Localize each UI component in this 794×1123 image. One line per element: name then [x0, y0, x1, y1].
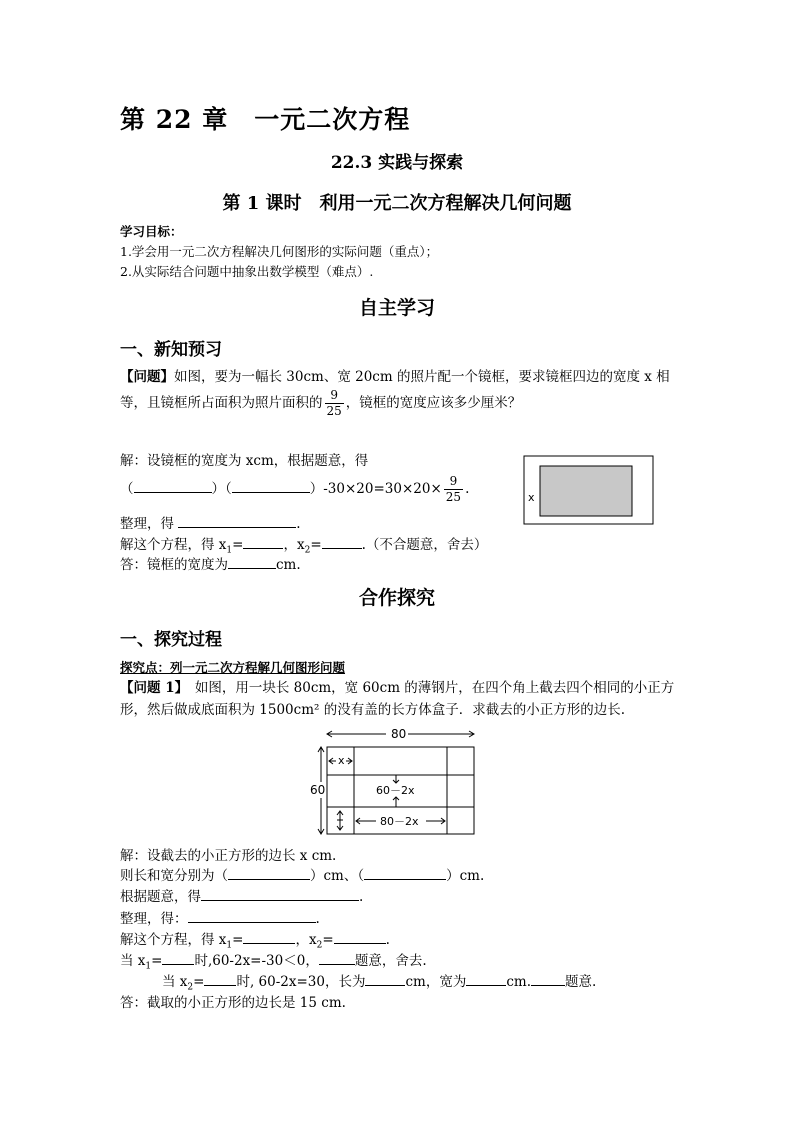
- problem-line-2: 等，且镜框所占面积为照片面积的 $\frac{9}{25}$ ，镜框的宽度应该多少厘米？: [120, 388, 522, 418]
- problem-line-1: 【问题】如图，要为一幅长 30cm、宽 20cm 的照片配一个镜框，要求镜框四边的宽度 x 相: [120, 369, 670, 385]
- blank[interactable]: [204, 973, 236, 986]
- steel-sheet-figure: [300, 725, 490, 840]
- blank[interactable]: [243, 931, 295, 944]
- blank[interactable]: [466, 973, 506, 986]
- fraction-9-25: $\frac{9}{25}$: [445, 474, 462, 504]
- blank[interactable]: [243, 536, 283, 549]
- blank[interactable]: [134, 480, 212, 493]
- solution-line-1: 解：设镜框的宽度为 xcm，根据题意，得: [120, 453, 369, 469]
- solution1-line-3: 根据题意，得 .: [120, 889, 364, 905]
- blank[interactable]: [232, 480, 310, 493]
- blank[interactable]: [228, 867, 310, 880]
- blank[interactable]: [228, 556, 276, 569]
- solution-line-3: 整理，得 .: [120, 516, 301, 532]
- solution1-line-2: 则长和宽分别为（ ）cm、（ ）cm.: [120, 868, 485, 884]
- blank[interactable]: [319, 952, 355, 965]
- solution-line-4: 解这个方程，得 $x_1=$ ，$x_2=$ .（不合题意，舍去）: [120, 537, 488, 556]
- blank[interactable]: [162, 952, 194, 965]
- solution1-line-5: 解这个方程，得 $x_1=$ ，$x_2=$ .: [120, 932, 390, 951]
- chapter-title: 第 22 章 一元二次方程: [120, 105, 411, 134]
- blank[interactable]: [322, 536, 362, 549]
- solution1-answer: 答：截取的小正方形的边长是 15 cm.: [120, 995, 346, 1011]
- label-corner-x: x: [338, 754, 345, 767]
- problem1-line-2: 形，然后做成底面积为 1500cm² 的没有盖的长方体盒子．求截去的小正方形的边长.: [120, 702, 626, 718]
- label-80: 80: [391, 727, 407, 741]
- goals-title: 学习目标：: [120, 224, 183, 239]
- solution-line-5: 答：镜框的宽度为 cm.: [120, 557, 301, 573]
- blank[interactable]: [365, 973, 405, 986]
- goal-item-1: 1.学会用一元二次方程解决几何图形的实际问题（重点）；: [120, 244, 439, 259]
- fraction-9-25: $\frac{9}{25}$: [326, 388, 342, 418]
- blank[interactable]: [364, 867, 446, 880]
- solution1-line-7: 当 $x_2=$ 时, 60-2x=30，长为 cm，宽为 cm. 题意.: [162, 974, 597, 993]
- blank[interactable]: [531, 973, 565, 986]
- coop-heading: 合作探究: [358, 587, 435, 609]
- solution-line-2: （ ）（ ）-30×20=30×20× $\frac{9}{25}$ .: [120, 474, 470, 504]
- problem1-line-1: 【问题 1】 如图，用一块长 80cm，宽 60cm 的薄钢片，在四个角上截去四个相同的小正方: [120, 680, 675, 696]
- label-60-minus-2x: 60－2x: [376, 784, 415, 797]
- label-60: 60: [310, 783, 326, 797]
- preview-heading: 一、新知预习: [120, 340, 222, 360]
- explore-heading: 一、探究过程: [120, 630, 222, 650]
- self-study-heading: 自主学习: [358, 297, 435, 319]
- goal-item-2: 2.从实际结合问题中抽象出数学模型（难点）.: [120, 264, 374, 279]
- blank[interactable]: [188, 910, 316, 923]
- picture-frame-figure: [522, 454, 656, 526]
- lesson-title: 第 1 课时 利用一元二次方程解决几何问题: [222, 193, 572, 214]
- blank[interactable]: [178, 515, 296, 528]
- solution1-line-1: 解：设截去的小正方形的边长 x cm.: [120, 848, 337, 864]
- explore-point: 探究点：列一元二次方程解几何图形问题: [120, 660, 346, 675]
- label-80-minus-2x: 80－2x: [380, 815, 419, 828]
- frame-width-label: x: [528, 491, 535, 504]
- problem-tag: 【问题】: [120, 369, 174, 385]
- section-title: 22.3 实践与探索: [330, 153, 464, 173]
- solution1-line-4: 整理，得： .: [120, 911, 320, 927]
- blank[interactable]: [201, 888, 359, 901]
- problem1-tag: 【问题 1】: [120, 680, 182, 696]
- solution1-line-6: 当 $x_1=$ 时,60-2x=-30＜0， 题意，舍去.: [120, 953, 427, 972]
- blank[interactable]: [334, 931, 386, 944]
